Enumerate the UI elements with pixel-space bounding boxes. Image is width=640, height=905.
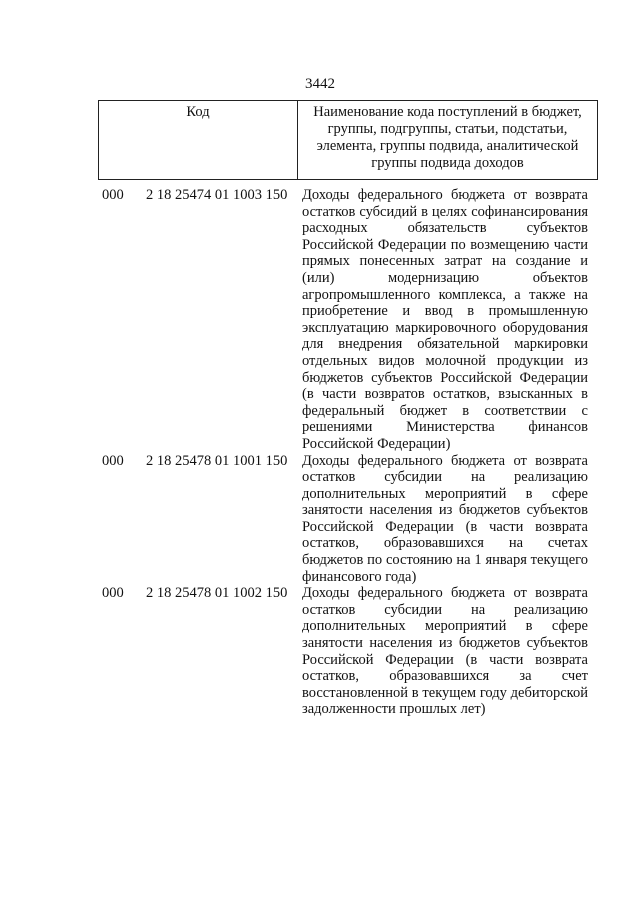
header-name-label: Наименование кода поступлений в бюджет, группы, подгруппы, статьи, подстатьи, элемента, группы подвида, аналитической группы подвида доходов xyxy=(313,104,582,171)
header-code-label: Код xyxy=(99,101,298,179)
entry-group: 000 xyxy=(102,585,124,602)
table-header xyxy=(98,100,598,180)
entry-code: 2 18 25478 01 1001 150 xyxy=(146,452,288,469)
entry-code: 2 18 25474 01 1003 150 xyxy=(146,187,288,203)
entry-group: 000 xyxy=(102,452,124,469)
entry-row xyxy=(100,453,590,586)
entry-group: 000 xyxy=(102,187,124,203)
entry-row xyxy=(100,585,590,718)
entry-description: Доходы федерального бюджета от возврата остатков субсидий в целях софинансирования расходных обязательств субъектов Российской Федерации по возмещению части прямых понесенных затрат на создание и (или) модернизацию объектов агропромышленного комплекса, а также на приобретение и ввод в промышленную эксплуатацию маркировочного оборудования для внедрения обязательной маркировки отдельных видов молочной продукции из бюджетов субъектов Российской Федерации (в части возвратов остатков, взысканных в федеральный бюджет в соответствии с решениями Министерства финансов Российской Федерации) xyxy=(302,187,588,452)
page-number: 3442 xyxy=(305,76,335,92)
entry-row xyxy=(100,187,590,453)
entries-list xyxy=(100,187,590,718)
entry-description: Доходы федерального бюджета от возврата остатков субсидии на реализацию дополнительных мероприятий в сфере занятости населения из бюджетов субъектов Российской Федерации (в части возврата остатков, образовавшихся за счет восстановленной в текущем году дебиторской задолженности прошлых лет) xyxy=(302,585,588,718)
entry-description: Доходы федерального бюджета от возврата остатков субсидии на реализацию дополнительных мероприятий в сфере занятости населения из бюджетов субъектов Российской Федерации (в части возврата остатков, образовавшихся на счетах бюджетов по состоянию на 1 января текущего финансового года) xyxy=(302,452,588,585)
entry-code: 2 18 25478 01 1002 150 xyxy=(146,585,288,602)
